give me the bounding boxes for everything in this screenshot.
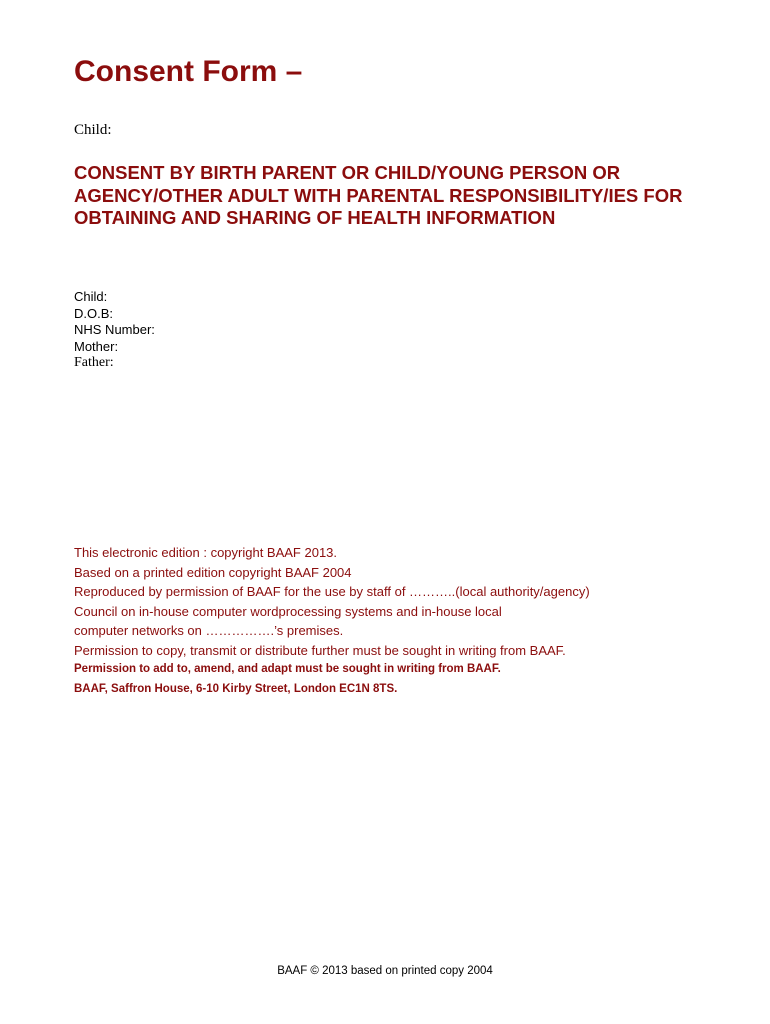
child-field-label: Child: — [74, 289, 108, 304]
copyright-notice — [74, 543, 714, 699]
father-field-label: Father: — [74, 355, 114, 370]
baaf-address: BAAF, Saffron House, 6-10 Kirby Street, London EC1N 8TS. — [74, 682, 398, 695]
copyright-line: Reproduced by permission of BAAF for the use by staff of ………..(local authority/agency) — [74, 584, 590, 599]
copyright-line: Permission to copy, transmit or distribute further must be sought in writing from BAAF. — [74, 642, 566, 658]
nhs-number-field-label: NHS Number: — [74, 322, 155, 337]
page-footer: BAAF © 2013 based on printed copy 2004 — [277, 965, 493, 977]
consent-heading: CONSENT BY BIRTH PARENT OR CHILD/YOUNG PERSON OR AGENCY/OTHER ADULT WITH PARENTAL RESPONSIBILITY/IES FOR OBTAINING AND SHARING OF HEALTH INFORMATION — [74, 162, 683, 228]
form-title: Consent Form – — [74, 55, 303, 88]
copyright-line: Based on a printed edition copyright BAAF 2004 — [74, 564, 352, 580]
child-label: Child: — [74, 122, 112, 138]
copyright-line: computer networks on …………….’s premises. — [74, 623, 344, 638]
copyright-line-bold: Permission to add to, amend, and adapt must be sought in writing from BAAF. — [74, 663, 501, 675]
dob-field-label: D.O.B: — [74, 305, 114, 321]
copyright-line: Council on in-house computer wordprocessing systems and in-house local — [74, 603, 502, 619]
copyright-line: This electronic edition : copyright BAAF 2013. — [74, 545, 338, 560]
mother-field-label: Mother: — [74, 338, 119, 354]
patient-details — [74, 289, 155, 372]
